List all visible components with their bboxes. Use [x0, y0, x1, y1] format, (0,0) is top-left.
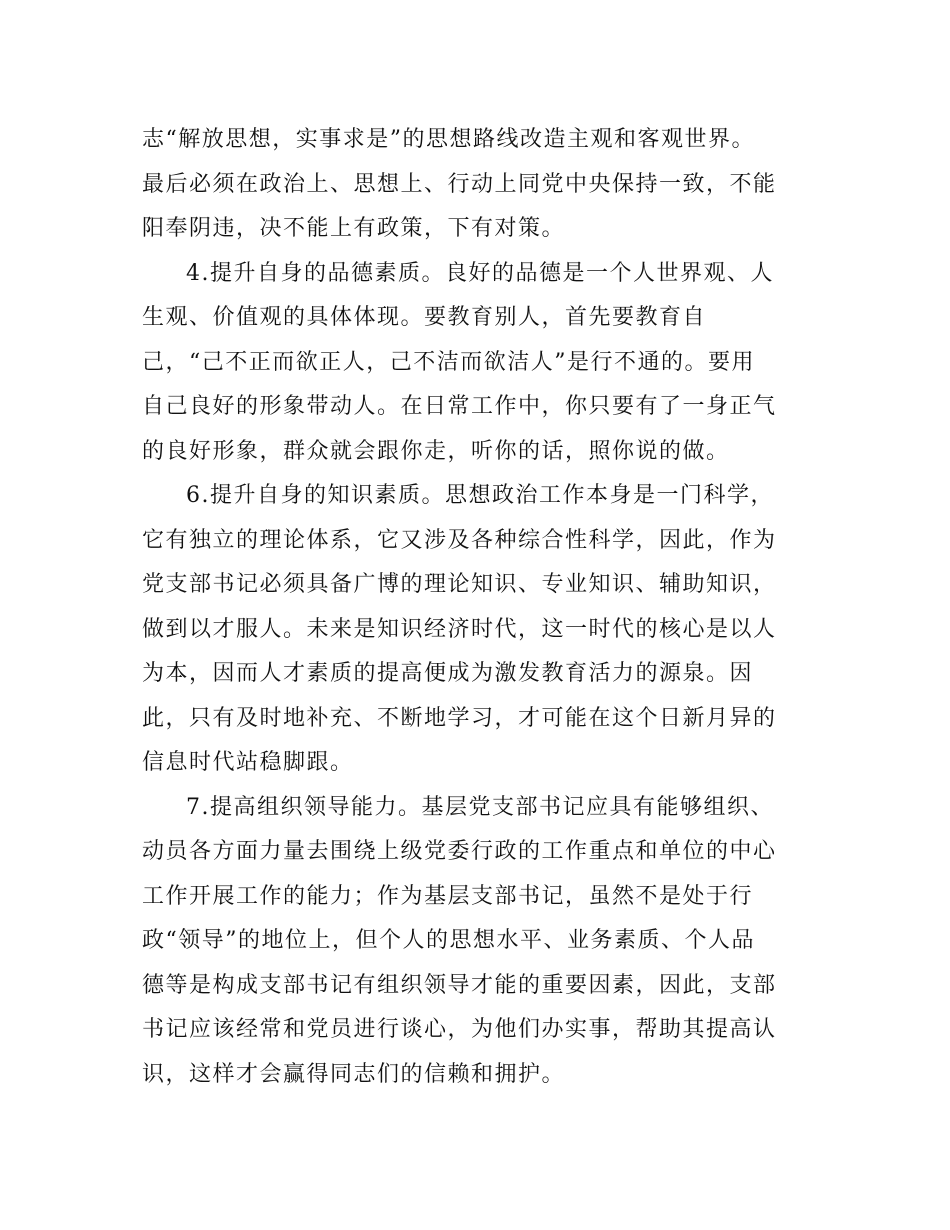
- text-line: 做到以才服人。未来是知识经济时代，这一时代的核心是以人: [142, 616, 777, 642]
- text-line: 德等是构成支部书记有组织领导才能的重要因素，因此，支部: [142, 972, 777, 998]
- text-line: 信息时代站稳脚跟。: [142, 750, 354, 775]
- text-line: 为本，因而人才素质的提高便成为激发教育活力的源泉。因: [142, 661, 754, 686]
- text-line: 书记应该经常和党员进行谈心，为他们办实事，帮助其提高认: [142, 1017, 777, 1042]
- document-body: [142, 118, 814, 1097]
- text-line: 政“领导”的地位上，但个人的思想水平、业务素质、个人品: [142, 928, 755, 953]
- paragraph-start-line: 7.提高组织领导能力。基层党支部书记应具有能够组织、: [186, 794, 774, 820]
- text-line: 己，“己不正而欲正人，己不洁而欲洁人”是行不通的。要用: [142, 349, 755, 375]
- text-line: 志“解放思想，实事求是”的思想路线改造主观和客观世界。: [142, 127, 755, 152]
- text-line: 此，只有及时地补充、不断地学习，才可能在这个日新月异的: [142, 705, 777, 731]
- paragraph-start-line: 6.提升自身的知识素质。思想政治工作本身是一门科学，: [186, 483, 774, 508]
- text-line: 识，这样才会赢得同志们的信赖和拥护。: [142, 1061, 566, 1087]
- text-line: 党支部书记必须具备广博的理论知识、专业知识、辅助知识，: [142, 572, 777, 597]
- paragraph-start-line: 4.提升自身的品德素质。良好的品德是一个人世界观、人: [186, 260, 774, 286]
- text-line: 最后必须在政治上、思想上、行动上同党中央保持一致，不能: [142, 171, 777, 197]
- text-line: 阳奉阴违，决不能上有政策，下有对策。: [142, 216, 566, 241]
- text-line: 工作开展工作的能力；作为基层支部书记，虽然不是处于行: [142, 883, 754, 909]
- text-line: 它有独立的理论体系，它又涉及各种综合性科学，因此，作为: [142, 527, 777, 553]
- text-line: 生观、价值观的具体体现。要教育别人，首先要教育自: [142, 305, 707, 330]
- text-line: 动员各方面力量去围绕上级党委行政的工作重点和单位的中心: [142, 839, 777, 864]
- text-line: 自己良好的形象带动人。在日常工作中，你只要有了一身正气: [142, 394, 777, 419]
- text-line: 的良好形象，群众就会跟你走，听你的话，照你说的做。: [142, 438, 730, 464]
